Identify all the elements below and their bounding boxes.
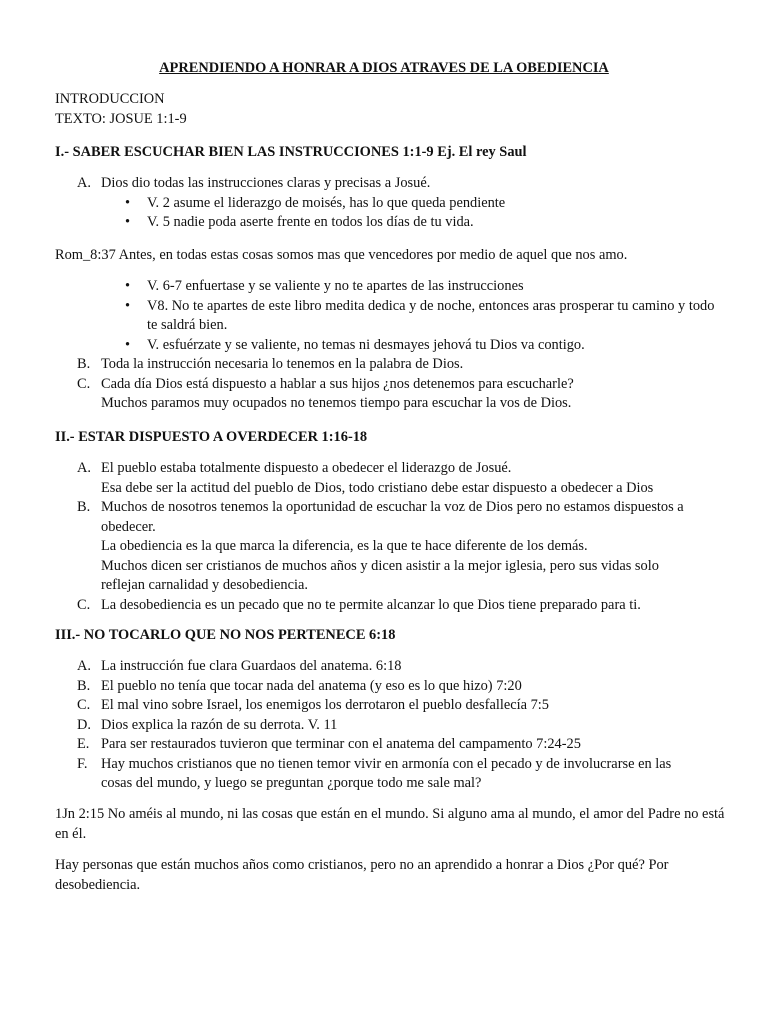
list-label: F. [77,755,88,772]
closing-verse: 1Jn 2:15 No améis al mundo, ni las cosas que están en el mundo. Si alguno ama al mundo, el amor del Padre no está en él. [55,806,725,842]
intro-block [55,90,725,129]
list-label: A. [77,175,91,191]
bullet-text: V. 5 nadie poda aserte frente en todos los días de tu vida. [147,214,474,230]
list-continuation: Muchos paramos muy ocupados no tenemos tiempo para escuchar la vos de Dios. [101,395,572,411]
section-2-list [55,459,701,615]
list-item [55,696,701,716]
list-item [55,459,701,479]
list-text: Muchos de nosotros tenemos la oportunidad de escuchar la voz de Dios pero no estamos dispuestos a obedecer. [101,499,684,535]
list-item [55,735,701,755]
section-3-heading: III.- NO TOCARLO QUE NO NOS PERTENECE 6:18 [55,627,396,643]
list-text: Dios dio todas las instrucciones claras y precisas a Josué. [101,175,431,191]
list-label: C. [77,375,91,392]
list-item [55,716,701,736]
list-label: C. [77,596,91,613]
list-text: Toda la instrucción necesaria lo tenemos en la palabra de Dios. [101,356,464,372]
intro-label: INTRODUCCION [55,91,165,107]
list-label: C. [77,697,91,713]
list-text: El pueblo estaba totalmente dispuesto a obedecer el liderazgo de Josué. [101,460,512,476]
list-label: D. [77,716,91,733]
list-text: Hay muchos cristianos que no tienen temor vivir en armonía con el pecado y de involucrarse en las cosas del mundo, y luego se preguntan ¿porque todo me sale mal? [101,755,672,791]
bullet-text: V8. No te apartes de este libro medita dedica y de noche, entonces aras prosperar tu camino y todo te saldrá bien. [147,297,715,333]
bullet-icon: • [125,278,131,294]
list-item [55,657,701,677]
section-1-list-a [55,174,725,233]
list-text: La desobediencia es un pecado que no te permite alcanzar lo que Dios tiene preparado para ti. [101,596,641,613]
list-text: Cada día Dios está dispuesto a hablar a sus hijos ¿nos detenemos para escucharle? [101,375,574,392]
bullet-item [55,297,725,336]
section-1-list-b [55,277,725,414]
list-label: B. [77,499,91,515]
list-continuation: Esa debe ser la actitud del pueblo de Dios, todo cristiano debe estar dispuesto a obedecer a Dios [101,479,654,496]
list-label: B. [77,356,91,372]
list-label: A. [77,658,91,674]
list-item [55,498,701,537]
bullet-text: V. esfuérzate y se valiente, no temas ni desmayes jehová tu Dios va contigo. [147,336,585,353]
closing-paragraph: Hay personas que están muchos años como cristianos, pero no an aprendido a honrar a Dios ¿Por qué? Por desobediencia. [55,857,669,893]
bullet-item [55,277,725,297]
rom-verse: Rom_8:37 Antes, en todas estas cosas somos mas que vencedores por medio de aquel que nos amo. [55,247,628,263]
bullet-item [55,336,725,356]
list-continuation: La obediencia es la que marca la diferencia, es la que te hace diferente de los demás. [101,538,588,554]
list-text: Para ser restaurados tuvieron que terminar con el anatema del campamento 7:24-25 [101,736,581,752]
list-item [55,174,725,194]
section-3-list [55,657,701,794]
list-item [55,355,725,375]
list-item [55,596,701,616]
text-reference: TEXTO: JOSUE 1:1-9 [55,110,187,127]
list-label: A. [77,460,91,476]
section-1-heading: I.- SABER ESCUCHAR BIEN LAS INSTRUCCIONES 1:1-9 Ej. El rey Saul [55,144,527,160]
bullet-text: V. 6-7 enfuertase y se valiente y no te apartes de las instrucciones [147,278,524,294]
list-item [55,755,701,794]
bullet-icon: • [125,214,131,230]
bullet-icon: • [125,336,131,353]
list-item [55,375,725,395]
list-continuation: Muchos dicen ser cristianos de muchos años y dicen asistir a la mejor iglesia, pero sus vidas solo reflejan carnalidad y desobediencia. [101,557,659,593]
bullet-icon: • [125,297,131,314]
list-label: B. [77,677,91,694]
list-label: E. [77,736,90,752]
bullet-item [55,194,725,214]
list-item [55,677,701,697]
bullet-text: V. 2 asume el liderazgo de moisés, has lo que queda pendiente [147,194,506,211]
list-text: El pueblo no tenía que tocar nada del anatema (y eso es lo que hizo) 7:20 [101,677,522,694]
document-title: APRENDIENDO A HONRAR A DIOS ATRAVES DE LA OBEDIENCIA [159,60,609,76]
list-text: Dios explica la razón de su derrota. V. 11 [101,716,338,733]
list-text: La instrucción fue clara Guardaos del anatema. 6:18 [101,658,402,674]
list-text: El mal vino sobre Israel, los enemigos los derrotaron el pueblo desfallecía 7:5 [101,697,549,713]
bullet-icon: • [125,194,131,211]
bullet-item [55,213,725,233]
section-2-heading: II.- ESTAR DISPUESTO A OVERDECER 1:16-18 [55,429,368,445]
